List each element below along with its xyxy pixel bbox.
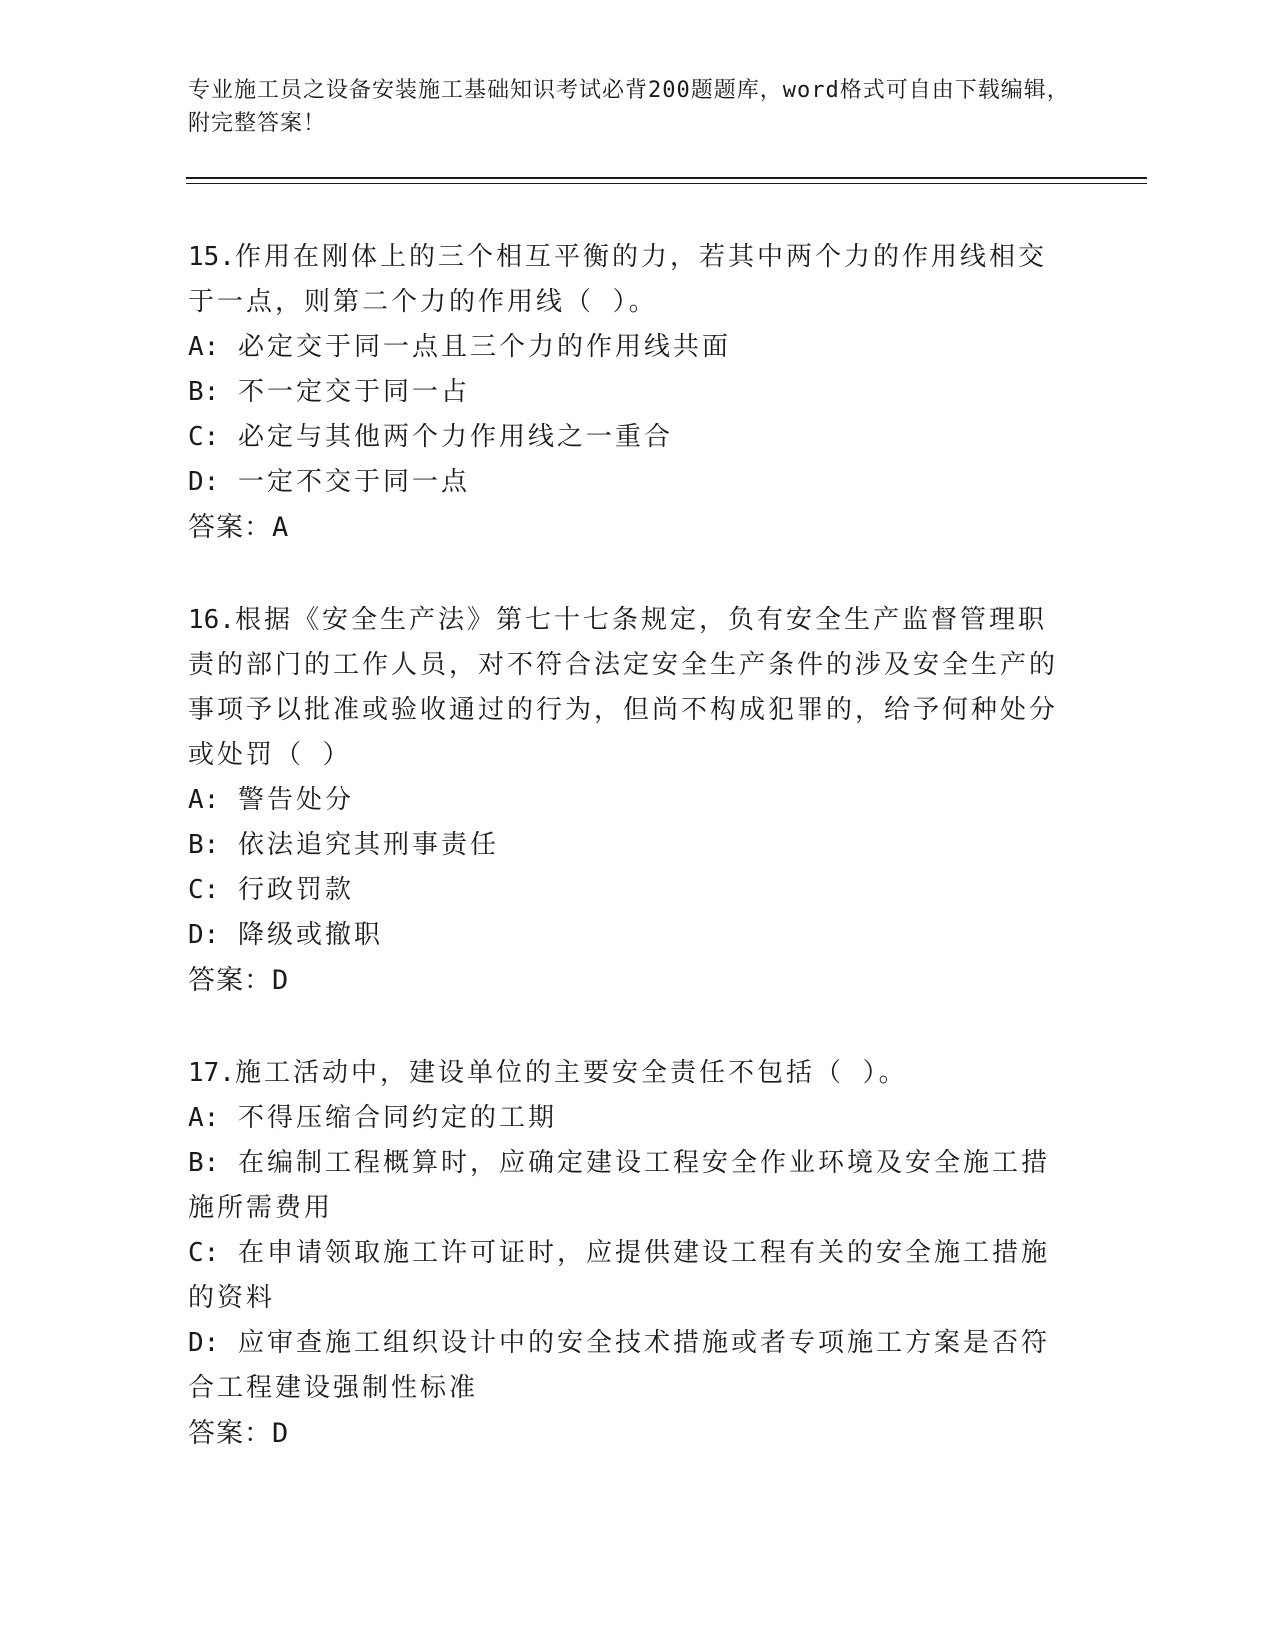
option-text: 不一定交于同一占	[237, 377, 470, 407]
option-text: 行政罚款	[237, 875, 354, 905]
option-a	[188, 778, 1068, 823]
answer-line	[188, 1411, 1068, 1456]
option-c	[188, 1231, 1068, 1321]
option-d	[188, 913, 1068, 958]
option-d	[188, 1321, 1068, 1411]
answer-label: 答案：	[188, 512, 272, 543]
question-17	[188, 1051, 1068, 1456]
answer-value: A	[272, 512, 290, 543]
option-text: 在编制工程概算时，应确定建设工程安全作业环境及安全施工措施所需费用	[188, 1148, 1050, 1223]
option-key: D:	[188, 920, 220, 950]
question-16	[188, 598, 1068, 1003]
question-list	[188, 235, 1068, 1504]
option-b	[188, 823, 1068, 868]
option-key: B:	[188, 830, 220, 860]
question-stem	[188, 1051, 1068, 1096]
question-number: 15.	[188, 242, 235, 272]
answer-value: D	[272, 965, 290, 996]
option-key: C:	[188, 875, 220, 905]
option-text: 必定与其他两个力作用线之一重合	[237, 422, 673, 452]
question-15	[188, 235, 1068, 550]
option-key: C:	[188, 1238, 220, 1268]
option-d	[188, 460, 1068, 505]
option-text: 降级或撤职	[237, 920, 383, 950]
option-text: 警告处分	[237, 785, 354, 815]
header-divider-thin	[186, 183, 1147, 184]
header-divider-thick	[186, 177, 1147, 179]
answer-line	[188, 505, 1068, 550]
question-text: 施工活动中，建设单位的主要安全责任不包括（ ）。	[234, 1058, 908, 1088]
question-stem	[188, 235, 1068, 325]
option-text: 应审查施工组织设计中的安全技术措施或者专项施工方案是否符合工程建设强制性标准	[188, 1328, 1050, 1403]
option-key: A:	[188, 1103, 220, 1133]
answer-label: 答案：	[188, 965, 272, 996]
question-text: 作用在刚体上的三个相互平衡的力，若其中两个力的作用线相交于一点，则第二个力的作用线（ ）。	[188, 242, 1047, 317]
option-key: A:	[188, 785, 220, 815]
document-header: 专业施工员之设备安装施工基础知识考试必背200题题库，word格式可自由下载编辑，附完整答案！	[188, 78, 1070, 136]
option-b	[188, 1141, 1068, 1231]
option-b	[188, 370, 1068, 415]
option-text: 必定交于同一点且三个力的作用线共面	[237, 332, 731, 362]
option-text: 在申请领取施工许可证时，应提供建设工程有关的安全施工措施的资料	[188, 1238, 1050, 1313]
option-key: D:	[188, 1328, 220, 1358]
option-c	[188, 868, 1068, 913]
option-text: 不得压缩合同约定的工期	[237, 1103, 557, 1133]
answer-value: D	[272, 1418, 290, 1449]
question-text: 根据《安全生产法》第七十七条规定，负有安全生产监督管理职责的部门的工作人员，对不符合法定安全生产条件的涉及安全生产的事项予以批准或验收通过的行为，但尚不构成犯罪的，给予何种处分或处罚（ ）	[188, 605, 1059, 770]
option-key: C:	[188, 422, 220, 452]
option-c	[188, 415, 1068, 460]
question-stem	[188, 598, 1068, 778]
option-a	[188, 325, 1068, 370]
option-key: B:	[188, 377, 220, 407]
option-text: 依法追究其刑事责任	[237, 830, 499, 860]
option-text: 一定不交于同一点	[237, 467, 470, 497]
option-key: D:	[188, 467, 220, 497]
question-number: 17.	[188, 1058, 235, 1088]
question-number: 16.	[188, 605, 235, 635]
option-a	[188, 1096, 1068, 1141]
option-key: A:	[188, 332, 220, 362]
option-key: B:	[188, 1148, 220, 1178]
answer-label: 答案：	[188, 1418, 272, 1449]
answer-line	[188, 958, 1068, 1003]
